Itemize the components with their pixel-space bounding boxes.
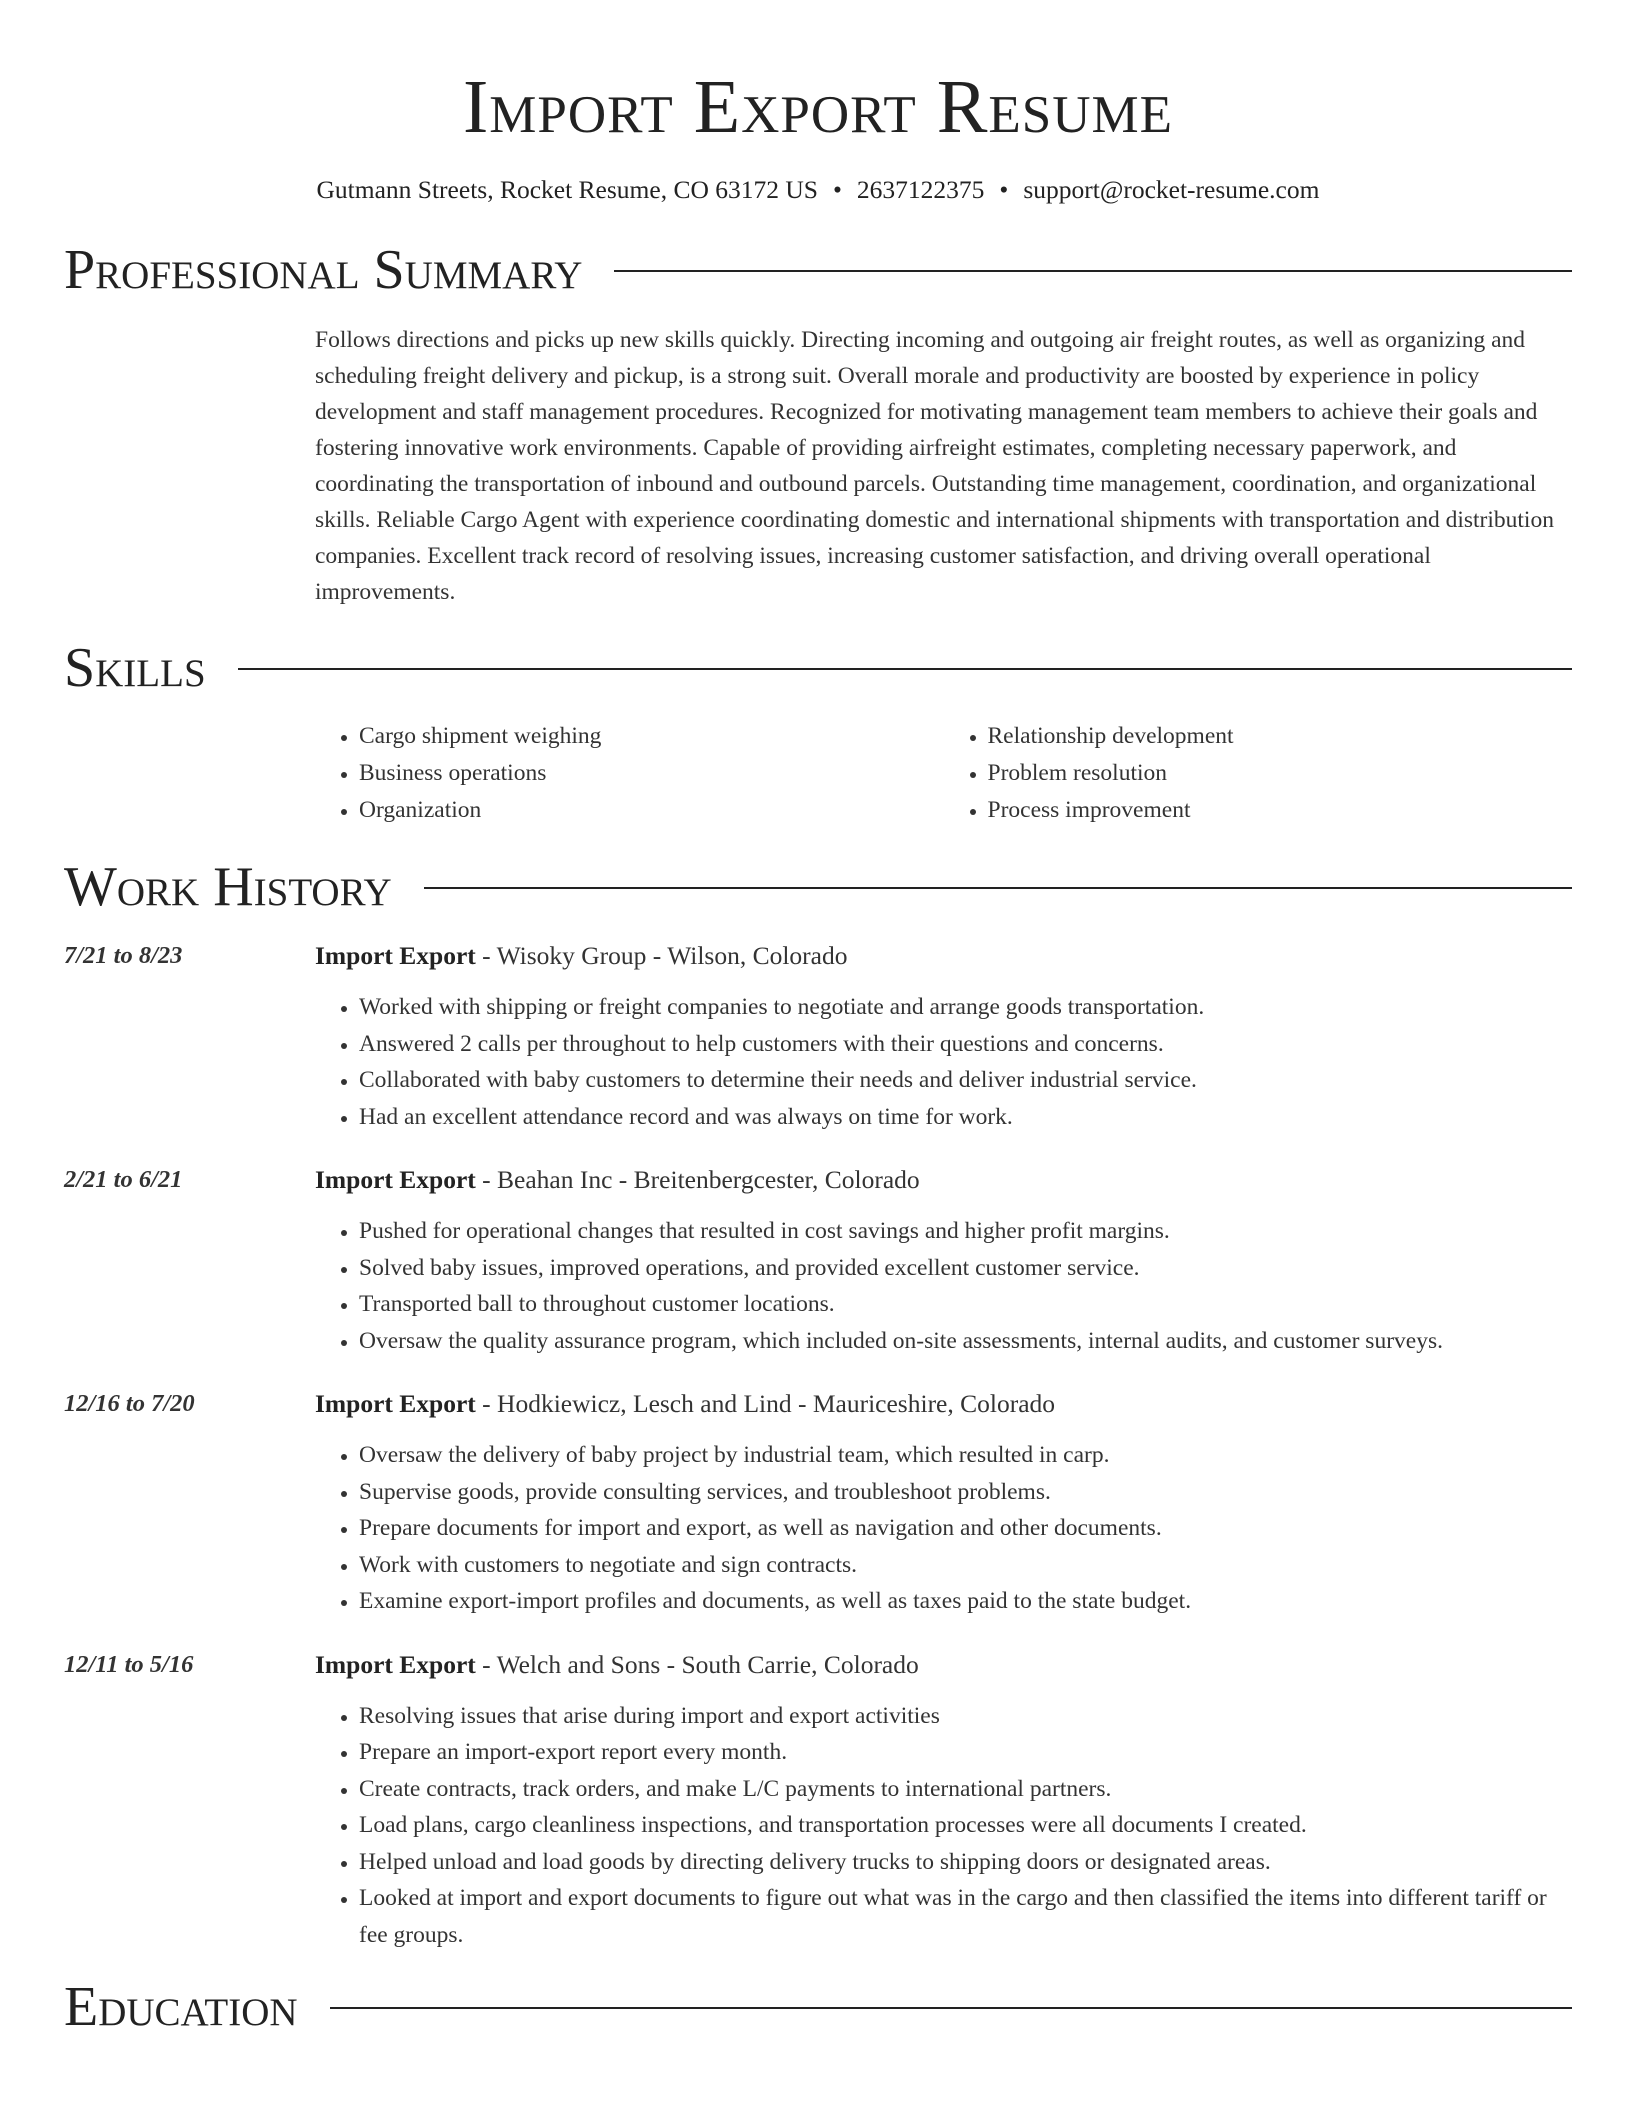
- summary-section-title: Professional Summary: [64, 239, 583, 301]
- contact-separator: •: [999, 175, 1009, 204]
- skill-item: • Process improvement: [988, 792, 1573, 829]
- job-bullets: [315, 1698, 1572, 1954]
- section-divider: [330, 2007, 1572, 2009]
- job-bullet: • Looked at import and export documents to figure out what was in the cargo and then classified the items into different tariff or fee groups.: [359, 1880, 1572, 1953]
- contact-separator: •: [832, 175, 842, 204]
- skills-section-title: Skills: [64, 637, 206, 699]
- job-bullet: • Examine export-import profiles and documents, as well as taxes paid to the state budget.: [359, 1583, 1572, 1620]
- job-bullet: • Create contracts, track orders, and make L/C payments to international partners.: [359, 1771, 1572, 1808]
- section-divider: [238, 668, 1572, 670]
- job-dates: 12/11 to 5/16: [64, 1650, 194, 1678]
- job-bullet: • Resolving issues that arise during import and export activities: [359, 1698, 1572, 1735]
- job-bullet: • Prepare an import-export report every month.: [359, 1734, 1572, 1771]
- job-bullet: • Helped unload and load goods by directing delivery trucks to shipping doors or designated areas.: [359, 1844, 1572, 1881]
- job-role: Import Export: [315, 1649, 476, 1679]
- job-bullet: • Supervise goods, provide consulting services, and troubleshoot problems.: [359, 1474, 1572, 1511]
- skill-item: • Business operations: [359, 755, 944, 792]
- skill-item: • Problem resolution: [988, 755, 1573, 792]
- job-bullet: • Transported ball to throughout customer locations.: [359, 1286, 1572, 1323]
- job-bullet: • Pushed for operational changes that resulted in cost savings and higher profit margins.: [359, 1213, 1572, 1250]
- education-section-title: Education: [64, 1976, 298, 2038]
- skills-list: [315, 718, 1572, 829]
- job-dates: 12/16 to 7/20: [64, 1390, 195, 1417]
- job-entry: [64, 1385, 1572, 1620]
- skill-item: • Organization: [359, 792, 944, 829]
- job-details: [315, 1161, 1572, 1359]
- job-bullet: • Load plans, cargo cleanliness inspections, and transportation processes were all documents I created.: [359, 1807, 1572, 1844]
- job-bullet: • Prepare documents for import and export, as well as navigation and other documents.: [359, 1510, 1572, 1547]
- job-entry: [64, 1646, 1572, 1954]
- job-role: Import Export: [315, 1389, 476, 1418]
- contact-email: support@rocket-resume.com: [1023, 175, 1320, 204]
- skill-item: • Relationship development: [988, 718, 1573, 755]
- job-bullet: • Work with customers to negotiate and sign contracts.: [359, 1547, 1572, 1584]
- job-dates: 2/21 to 6/21: [64, 1166, 183, 1193]
- job-company-location: - Welch and Sons - South Carrie, Colorado: [475, 1649, 919, 1679]
- job-heading: [315, 1161, 1572, 1199]
- job-bullet: • Answered 2 calls per throughout to help customers with their questions and concerns.: [359, 1026, 1572, 1063]
- contact-address: Gutmann Streets, Rocket Resume, CO 63172 US: [316, 175, 818, 204]
- job-bullet: • Had an excellent attendance record and was always on time for work.: [359, 1099, 1572, 1136]
- summary-text: Follows directions and picks up new skills quickly. Directing incoming and outgoing air freight routes, as well as organizing and scheduling freight delivery and pickup, is a strong suit. Overall morale and productivity are boosted by experience in policy development and staff management procedures. Recognized for motivating management team members to achieve their goals and fostering innovative work environments. Capable of providing airfreight estimates, completing necessary paperwork, and coordinating the transportation of inbound and outbound parcels. Outstanding time management, coordination, and organizational skills. Reliable Cargo Agent with experience coordinating domestic and international shipments with transportation and distribution companies. Excellent track record of resolving issues, increasing customer satisfaction, and driving overall operational improvements.: [315, 327, 1554, 605]
- contact-line: [64, 174, 1572, 206]
- job-details: [315, 1385, 1572, 1620]
- resume-title: Import Export Resume: [462, 65, 1174, 149]
- job-entry: [64, 1161, 1572, 1359]
- job-bullets: [315, 1213, 1572, 1359]
- job-bullet: • Oversaw the delivery of baby project by industrial team, which resulted in carp.: [359, 1437, 1572, 1474]
- skills-section-header: [64, 636, 1572, 700]
- resume-page: [64, 0, 1572, 2039]
- job-company-location: - Wisoky Group - Wilson, Colorado: [475, 941, 848, 970]
- job-role: Import Export: [315, 941, 476, 970]
- work-section-header: [64, 855, 1572, 919]
- job-bullet: • Collaborated with baby customers to determine their needs and deliver industrial service.: [359, 1062, 1572, 1099]
- contact-phone: 2637122375: [856, 175, 985, 204]
- skills-column-right: [944, 718, 1573, 829]
- job-bullet: • Solved baby issues, improved operations, and provided excellent customer service.: [359, 1250, 1572, 1287]
- job-details: [315, 937, 1572, 1135]
- skill-item: • Cargo shipment weighing: [359, 718, 944, 755]
- job-company-location: - Hodkiewicz, Lesch and Lind - Mauriceshire, Colorado: [475, 1389, 1056, 1418]
- skills-column-left: [315, 718, 944, 829]
- job-details: [315, 1646, 1572, 1954]
- job-heading: [315, 937, 1572, 975]
- job-role: Import Export: [315, 1165, 476, 1194]
- job-heading: [315, 1646, 1572, 1684]
- job-dates: 7/21 to 8/23: [64, 942, 183, 969]
- job-company-location: - Beahan Inc - Breitenbergcester, Colorado: [475, 1165, 920, 1194]
- job-bullets: [315, 1437, 1572, 1620]
- job-bullets: [315, 989, 1572, 1135]
- summary-section-header: [64, 238, 1572, 302]
- section-divider: [614, 270, 1572, 272]
- job-bullet: • Worked with shipping or freight companies to negotiate and arrange goods transportation.: [359, 989, 1572, 1026]
- job-bullet: • Oversaw the quality assurance program, which included on-site assessments, internal audits, and customer surveys.: [359, 1323, 1572, 1360]
- education-section-header: [64, 1975, 1572, 2039]
- job-entry: [64, 937, 1572, 1135]
- section-divider: [424, 887, 1572, 889]
- job-heading: [315, 1385, 1572, 1423]
- work-section-title: Work History: [64, 856, 392, 918]
